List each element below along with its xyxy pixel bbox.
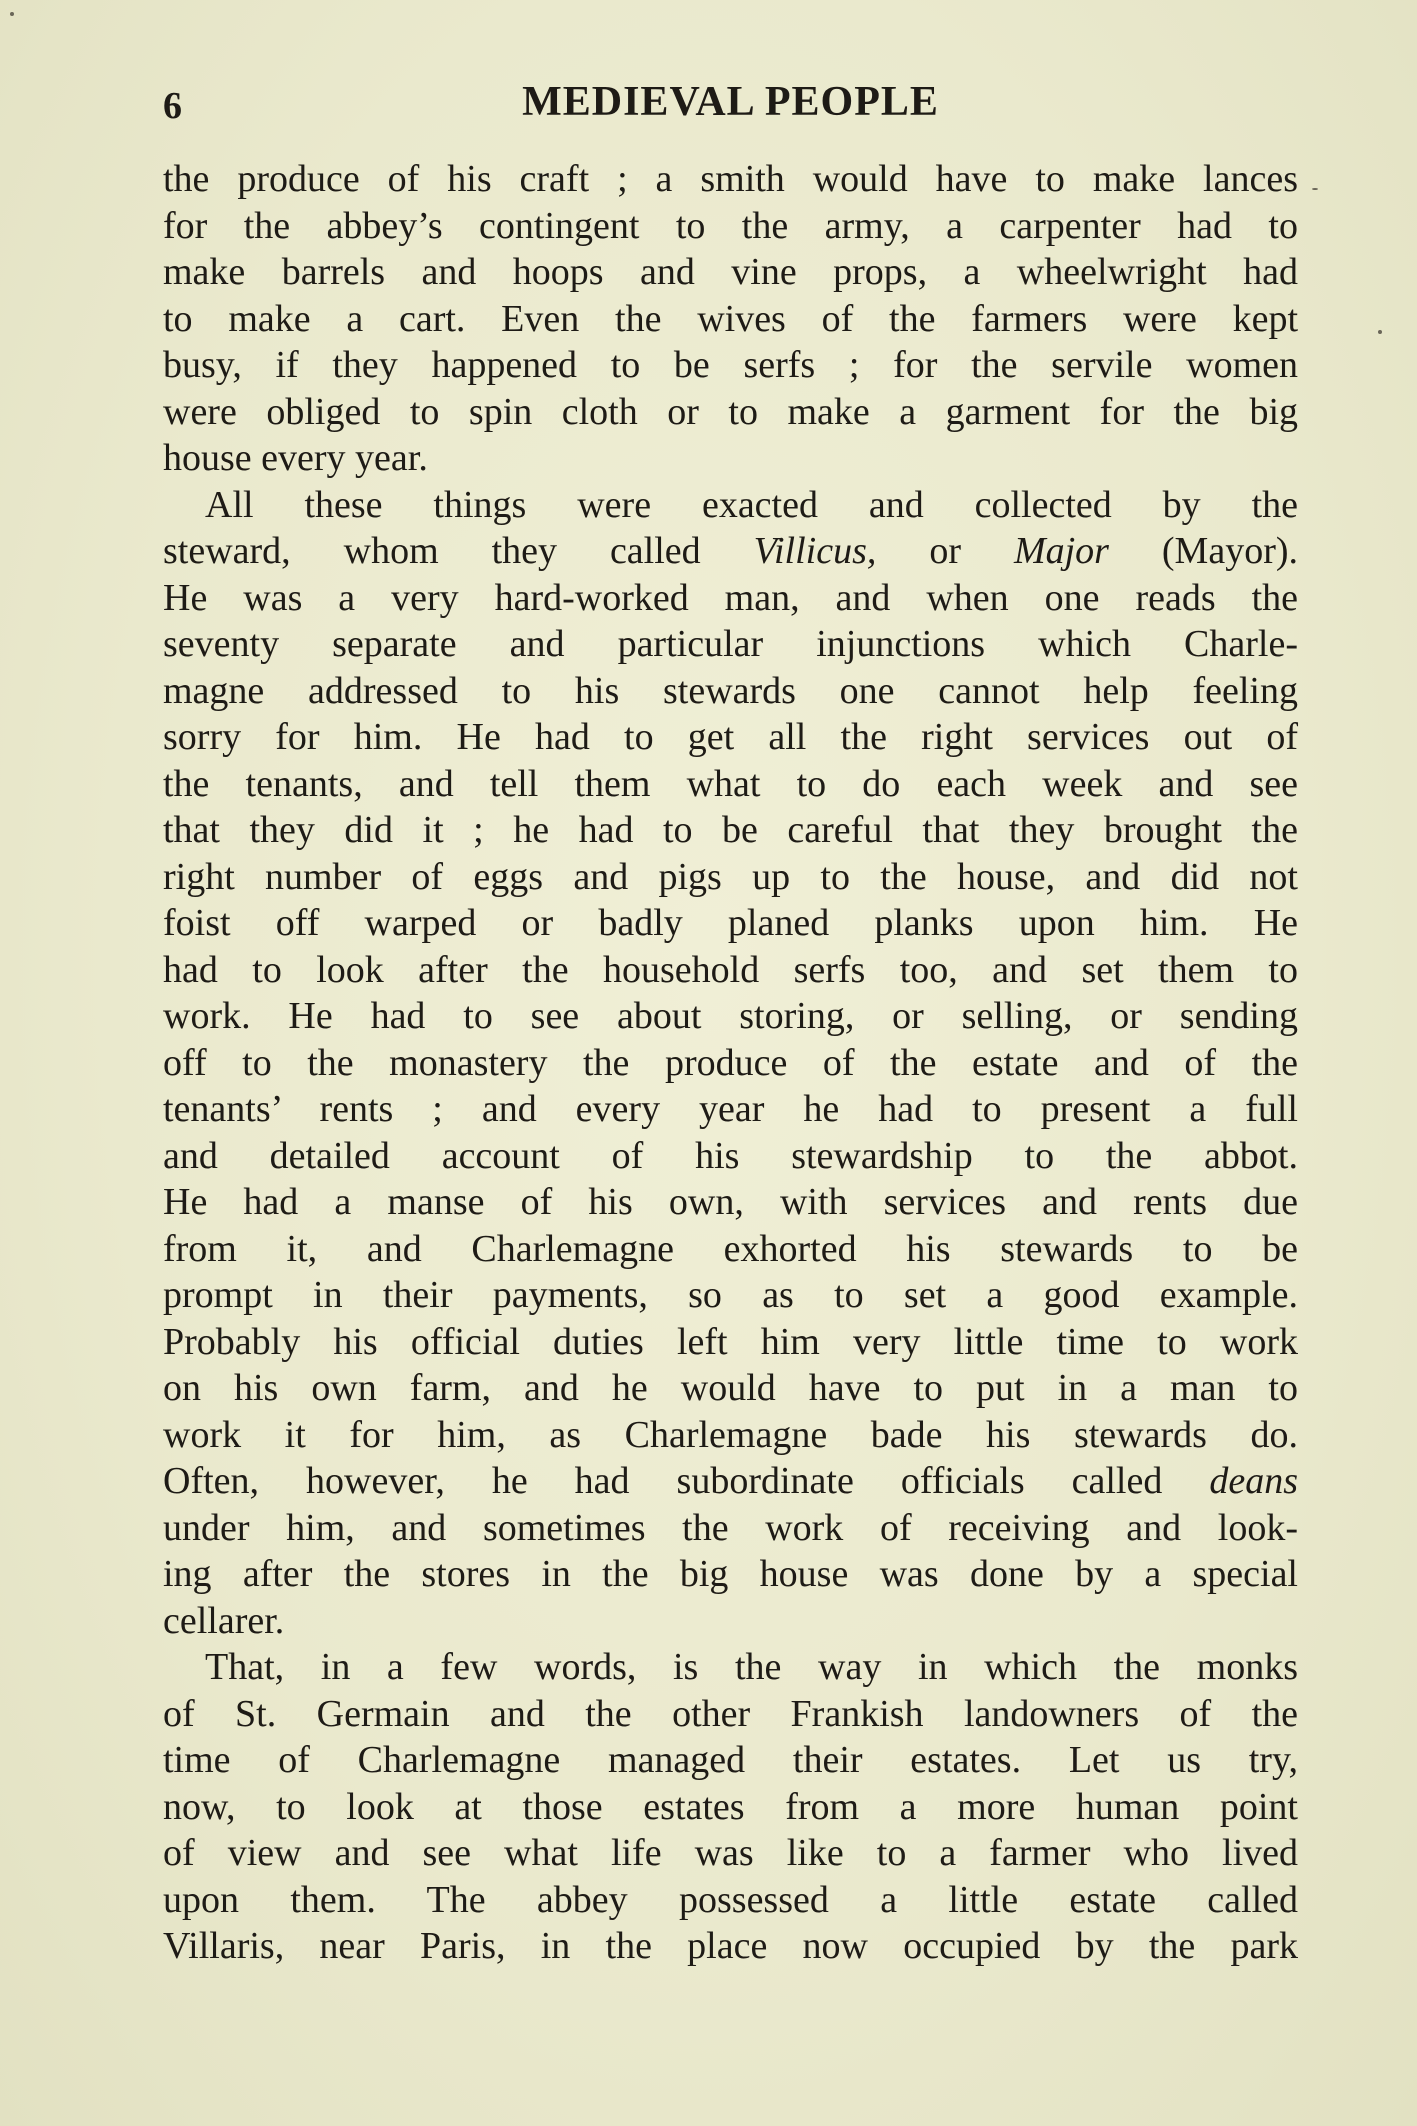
text-segment: (Mayor). bbox=[1108, 530, 1299, 572]
text-line: the produce of his craft ; a smith would have to make lances bbox=[163, 158, 1298, 200]
text-line: of view and see what life was like to a farmer who lived bbox=[163, 1832, 1298, 1874]
paper-speck bbox=[1312, 188, 1318, 190]
paper-speck bbox=[1378, 330, 1382, 334]
text-line: He had a manse of his own, with services and rents due bbox=[163, 1181, 1298, 1223]
text-line: Villaris, near Paris, in the place now occupied by the park bbox=[163, 1925, 1298, 1967]
italic-term: Villicus, bbox=[753, 530, 877, 572]
italic-term: Major bbox=[1013, 530, 1109, 572]
text-line: had to look after the household serfs too, and set them to bbox=[163, 948, 1298, 991]
text-line: work it for him, as Charlemagne bade his stewards do. bbox=[163, 1413, 1298, 1456]
italic-term: deans bbox=[1209, 1460, 1298, 1502]
text-line: from it, and Charlemagne exhorted his stewards to be bbox=[163, 1227, 1298, 1270]
text-line: on his own farm, and he would have to put in a man to bbox=[163, 1367, 1298, 1409]
text-line: seventy separate and particular injunctions which Charle- bbox=[163, 623, 1298, 665]
text-line: tenants’ rents ; and every year he had to present a full bbox=[163, 1088, 1298, 1130]
paper-speck bbox=[10, 12, 14, 16]
text-line: busy, if they happened to be serfs ; for the servile women bbox=[163, 344, 1298, 386]
text-line: He was a very hard-worked man, and when one reads the bbox=[163, 576, 1298, 619]
page-number: 6 bbox=[163, 85, 182, 127]
page-header bbox=[163, 78, 1298, 138]
text-line: magne addressed to his stewards one cannot help feeling bbox=[163, 669, 1298, 712]
text-line: sorry for him. He had to get all the right services out of bbox=[163, 716, 1298, 758]
body-text bbox=[163, 156, 1298, 1970]
text-line: prompt in their payments, so as to set a good example. bbox=[163, 1274, 1298, 1316]
text-line: of St. Germain and the other Frankish landowners of the bbox=[163, 1692, 1298, 1735]
text-line: work. He had to see about storing, or selling, or sending bbox=[163, 995, 1298, 1037]
text-line: upon them. The abbey possessed a little estate called bbox=[163, 1878, 1298, 1921]
text-line: were obliged to spin cloth or to make a garment for the big bbox=[163, 390, 1298, 433]
text-line: to make a cart. Even the wives of the farmers were kept bbox=[163, 297, 1298, 340]
text-line: for the abbey’s contingent to the army, a carpenter had to bbox=[163, 204, 1298, 247]
text-line: that they did it ; he had to be careful that they brought the bbox=[163, 809, 1298, 851]
text-line: the tenants, and tell them what to do each week and see bbox=[163, 762, 1298, 805]
text-line bbox=[163, 528, 1298, 575]
running-head: MEDIEVAL PEOPLE bbox=[522, 79, 939, 125]
paragraph bbox=[163, 482, 1298, 1645]
text-segment: Often, however, he had subordinate officials called bbox=[163, 1460, 1210, 1502]
text-line: cellarer. bbox=[163, 1599, 285, 1642]
text-line: ing after the stores in the big house was done by a special bbox=[163, 1553, 1298, 1595]
text-line bbox=[163, 1458, 1298, 1505]
text-segment: or bbox=[876, 530, 1014, 572]
text-line: house every year. bbox=[163, 437, 428, 479]
text-line: make barrels and hoops and vine props, a wheelwright had bbox=[163, 251, 1298, 293]
text-line: under him, and sometimes the work of receiving and look- bbox=[163, 1506, 1298, 1549]
text-line: foist off warped or badly planed planks upon him. He bbox=[163, 902, 1298, 944]
text-segment: steward, whom they called bbox=[163, 530, 754, 572]
text-line: off to the monastery the produce of the estate and of the bbox=[163, 1041, 1298, 1084]
text-line: time of Charlemagne managed their estates. Let us try, bbox=[163, 1739, 1298, 1781]
paragraph bbox=[163, 1644, 1298, 1970]
text-line: now, to look at those estates from a more human point bbox=[163, 1785, 1298, 1828]
text-line: and detailed account of his stewardship to the abbot. bbox=[163, 1134, 1298, 1177]
text-line: right number of eggs and pigs up to the house, and did not bbox=[163, 855, 1298, 898]
paragraph bbox=[163, 156, 1298, 482]
text-line: That, in a few words, is the way in which the monks bbox=[205, 1646, 1298, 1688]
text-line: All these things were exacted and collected by the bbox=[205, 483, 1298, 526]
text-line: Probably his official duties left him very little time to work bbox=[163, 1320, 1298, 1363]
